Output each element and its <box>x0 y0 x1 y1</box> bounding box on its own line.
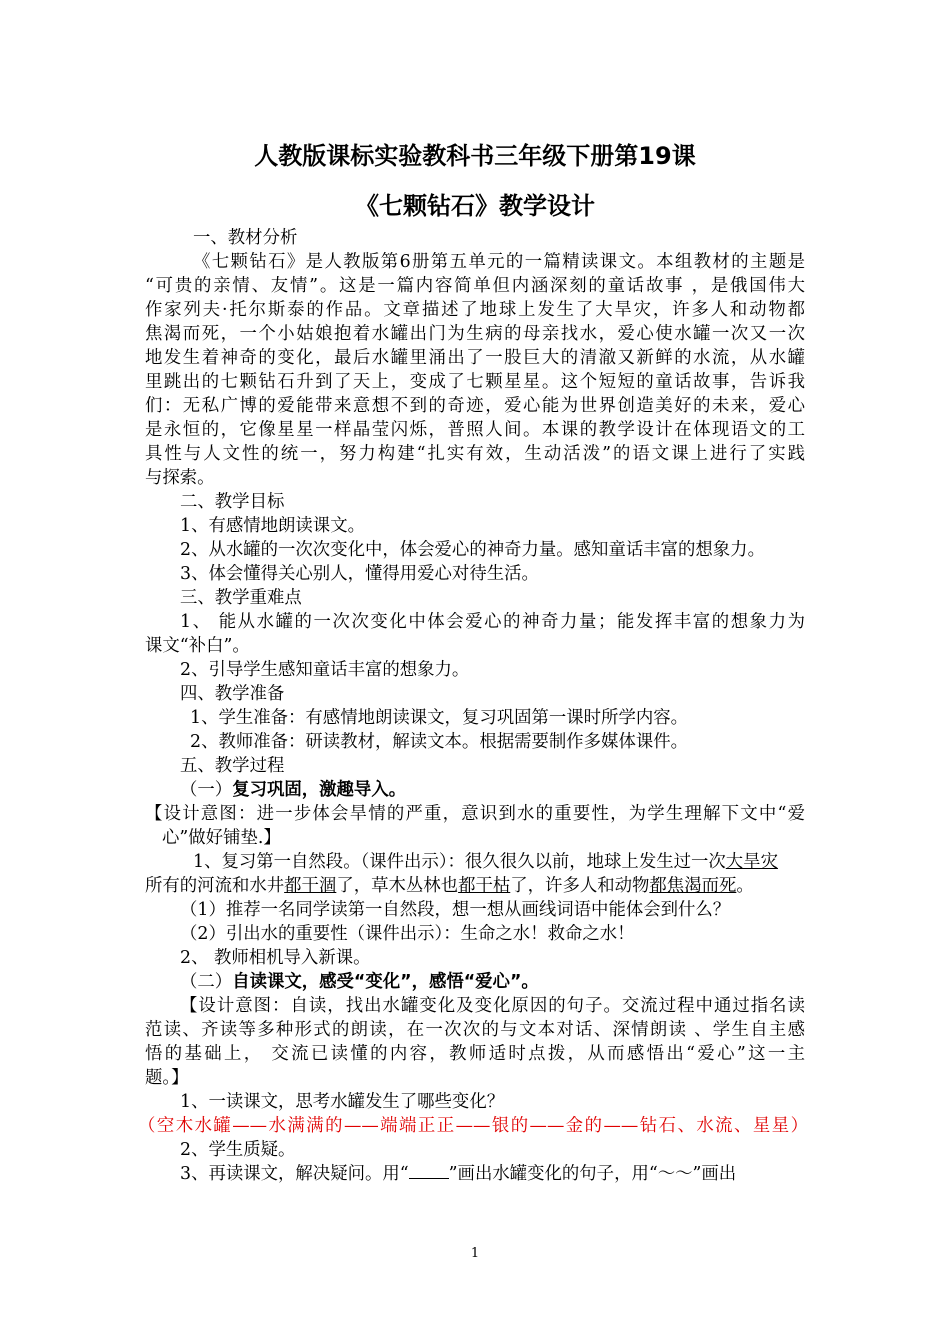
section-heading-1: 一、教材分析 <box>193 228 298 248</box>
question-item: 2、 教师相机导入新课。 <box>180 948 371 968</box>
fill-blank <box>409 1164 449 1179</box>
key-point-item: 2、引导学生感知童话丰富的想象力。 <box>180 660 470 680</box>
page-number: 1 <box>470 1246 480 1261</box>
prep-item: 2、教师准备：研读教材，解读文本。根据需要制作多媒体课件。 <box>190 732 689 752</box>
prep-item: 1、学生准备：有感情地朗读课文，复习巩固第一课时所学内容。 <box>190 708 689 728</box>
review-line: 所有的河流和水井都干涸了，草木丛林也都干枯了，许多人和动物都焦渴而死。 <box>145 876 754 896</box>
design-intent: 范读、齐读等多种形式的朗读，在一次次的与文本对话、深情朗读 、学生自主感 <box>145 1020 805 1040</box>
paragraph-line: 焦渴而死，一个小姑娘抱着水罐出门为生病的母亲找水，爱心使水罐一次又一次 <box>145 324 805 344</box>
paragraph-line: 里跳出的七颗钻石升到了天上，变成了七颗星星。这个短短的童话故事，告诉我 <box>145 372 805 392</box>
question-item: （2）引出水的重要性（课件出示）：生命之水！救命之水！ <box>180 924 635 944</box>
paragraph-line: 《七颗钻石》是人教版第6册第五单元的一篇精读课文。本组教材的主题是 <box>193 252 805 272</box>
step-heading-2: （二）自读课文，感受“变化”，感悟“爱心”。 <box>180 972 539 992</box>
paragraph-line: 地发生着神奇的变化，最后水罐里涌出了一股巨大的清澈又新鲜的水流，从水罐 <box>145 348 805 368</box>
goal-item: 2、从水罐的一次次变化中，体会爱心的神奇力量。感知童话丰富的想象力。 <box>180 540 765 560</box>
design-intent: 悟的基础上， 交流已读懂的内容，教师适时点拨，从而感悟出“爱心”这一主 <box>145 1044 805 1064</box>
section-heading-3: 三、教学重难点 <box>180 588 302 608</box>
paragraph-line: “可贵的亲情、友情”。这是一篇内容简单但内涵深刻的童话故事 ，是俄国伟大 <box>145 276 805 296</box>
goal-item: 3、体会懂得关心别人，懂得用爱心对待生活。 <box>180 564 539 584</box>
design-intent: 【设计意图：进一步体会旱情的严重，意识到水的重要性，为学生理解下文中“爱 <box>145 804 805 824</box>
design-intent: 题。】 <box>145 1068 189 1088</box>
paragraph-line: 们：无私广博的爱能带来意想不到的奇迹，爱心能为世界创造美好的未来，爱心 <box>145 396 805 416</box>
question-item: （1）推荐一名同学读第一自然段，想一想从画线词语中能体会到什么？ <box>180 900 731 920</box>
reading-step: 1、一读课文，思考水罐发生了哪些变化？ <box>180 1092 505 1112</box>
key-point-item: 课文“补白”。 <box>145 636 250 656</box>
reading-step: 3、再读课文，解决疑问。用“ ”画出水罐变化的句子，用“～～”画出 <box>180 1164 737 1184</box>
design-intent: 【设计意图：自读，找出水罐变化及变化原因的句子。交流过程中通过指名读 <box>180 996 805 1016</box>
section-heading-4: 四、教学准备 <box>180 684 285 704</box>
document-title: 人教版课标实验教科书三年级下册第19课 <box>254 142 696 170</box>
paragraph-line: 是永恒的，它像星星一样晶莹闪烁，普照人间。本课的教学设计在体现语文的工 <box>145 420 805 440</box>
reading-step: 2、学生质疑。 <box>180 1140 296 1160</box>
design-intent: 心”做好铺垫.】 <box>162 828 281 848</box>
section-heading-2: 二、教学目标 <box>180 492 285 512</box>
document-subtitle: 《七颗钻石》教学设计 <box>355 192 595 220</box>
key-point-item: 1、 能从水罐的一次次变化中体会爱心的神奇力量；能发挥丰富的想象力为 <box>180 612 805 632</box>
step-heading-1: （一）复习巩固，激趣导入。 <box>180 780 407 800</box>
goal-item: 1、有感情地朗读课文。 <box>180 516 365 536</box>
review-line: 1、复习第一自然段。（课件出示）：很久很久以前，地球上发生过一次大旱灾 <box>193 852 778 872</box>
paragraph-line: 具性与人文性的统一，努力构建“扎实有效，生动活泼”的语文课上进行了实践 <box>145 444 805 464</box>
paragraph-line: 与探索。 <box>145 468 215 488</box>
paragraph-line: 作家列夫·托尔斯泰的作品。文章描述了地球上发生了大旱灾，许多人和动物都 <box>145 300 805 320</box>
water-jar-changes: （空木水罐——水满满的——端端正正——银的——金的——钻石、水流、星星） <box>138 1116 808 1136</box>
section-heading-5: 五、教学过程 <box>180 756 285 776</box>
